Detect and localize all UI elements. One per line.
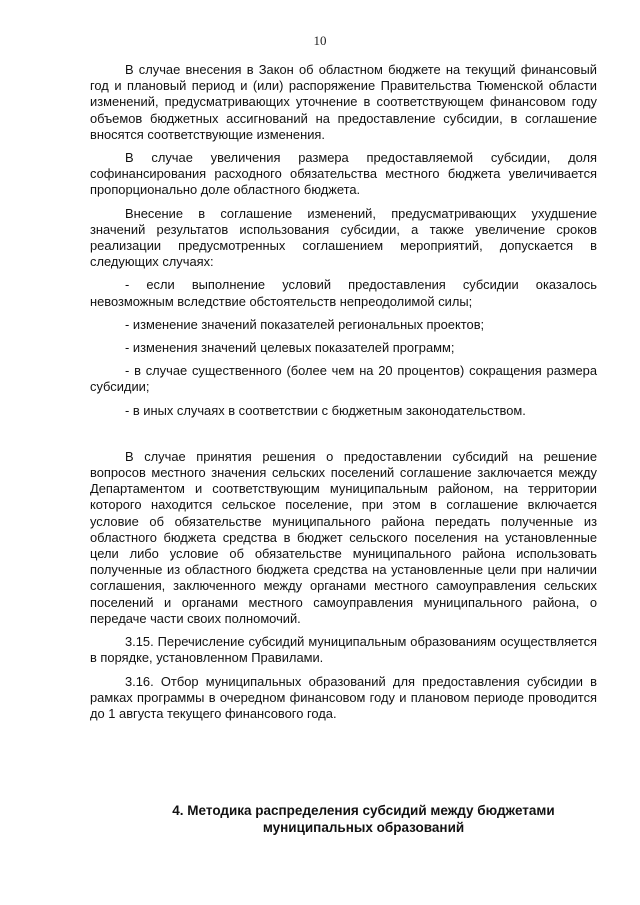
document-body: [90, 62, 597, 722]
list-item-force-majeure: - если выполнение условий предоставления субсидии оказалось невозможным вследствие обстоятельств непреодолимой силы;: [90, 277, 597, 309]
paragraph-subsidy-increase: В случае увеличения размера предоставляемой субсидии, доля софинансирования расходного обязательства местного бюджета увеличивается пропорционально доле областного бюджета.: [90, 150, 597, 198]
paragraph-3-15: 3.15. Перечисление субсидий муниципальным образованиям осуществляется в порядке, установленном Правилами.: [90, 634, 597, 666]
section-heading-line2: муниципальных образований: [262, 820, 465, 835]
paragraph-budget-law-changes: В случае внесения в Закон об областном бюджете на текущий финансовый год и плановый период и (или) распоряжение Правительства Тюменской области изменений, предусматривающих уточнение в соответствующем финансовом году объемов бюджетных ассигнований на предоставление субсидии, в соглашение вносятся соответствующие изменения.: [90, 62, 597, 142]
section-heading: [90, 802, 597, 836]
paragraph-3-16: 3.16. Отбор муниципальных образований для предоставления субсидии в рамках программы в очередном финансовом году и плановом периоде проводится до 1 августа текущего финансового года.: [90, 673, 597, 721]
section-heading-line1: 4. Методика распределения субсидий между бюджетами: [172, 803, 555, 818]
paragraph-rural-settlements: В случае принятия решения о предоставлении субсидий на решение вопросов местного значения сельских поселений соглашение заключается между Департаментом и соответствующим муниципальным районом, на территории которого находится сельское поселение, при этом в соглашение включается условие об обязательстве муниципального района передать полученные из областного бюджета средства в бюджет сельского поселения на установленные цели либо условие об обязательстве муниципального района использовать полученные из областного бюджета средства на установленные цели при наличии соглашения, заключенного между органами местного самоуправления сельских поселений и органами местного самоуправления муниципального района, о передаче части своих полномочий.: [90, 448, 597, 626]
page-number: 10: [313, 33, 327, 48]
list-item-other-cases: - в иных случаях в соответствии с бюджетным законодательством.: [125, 402, 526, 418]
list-item-subsidy-reduction: - в случае существенного (более чем на 20 процентов) сокращения размера субсидии;: [90, 363, 597, 395]
list-item-program-targets: - изменения значений целевых показателей программ;: [125, 340, 455, 356]
list-item-regional-projects: - изменение значений показателей региональных проектов;: [125, 316, 485, 332]
paragraph-agreement-changes: Внесение в соглашение изменений, предусматривающих ухудшение значений результатов использования субсидии, а также увеличение сроков реализации предусмотренных соглашением мероприятий, допускается в следующих случаях:: [90, 205, 597, 270]
